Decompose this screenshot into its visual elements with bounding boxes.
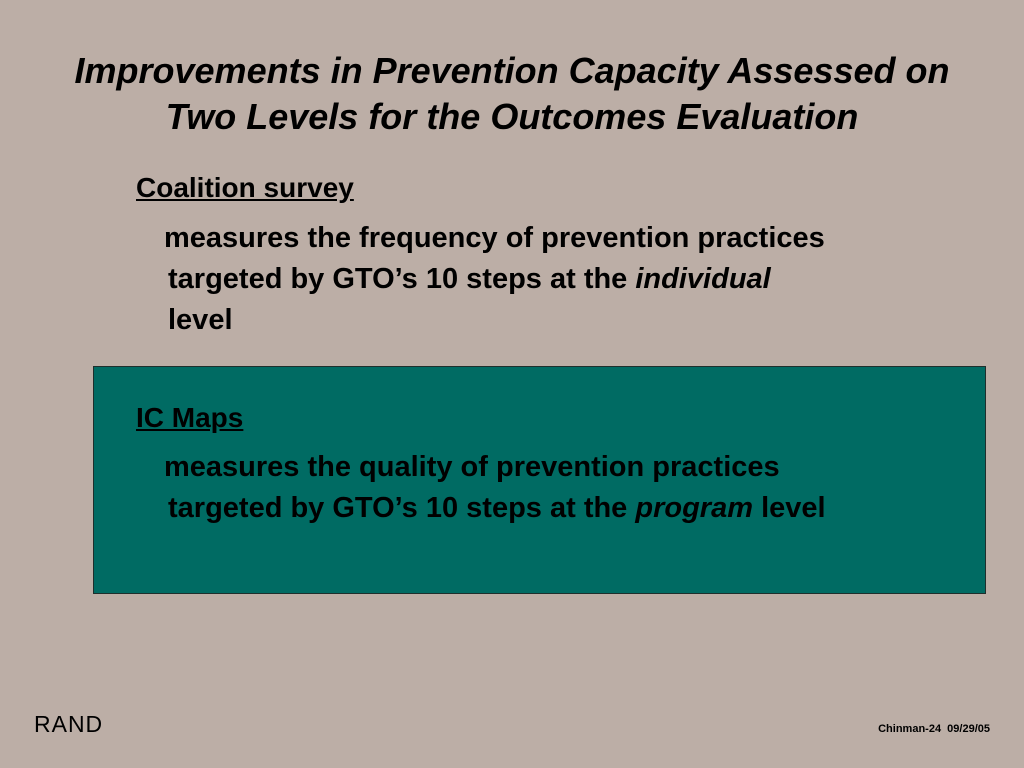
slide-title-line-1: Improvements in Prevention Capacity Assessed on [74, 50, 950, 91]
coalition-survey-description [136, 218, 825, 341]
rand-logo: RAND [34, 711, 104, 737]
ic-maps-line-2-text: targeted by GTO’s 10 steps at the [168, 492, 636, 524]
coalition-line-1: measures the frequency of prevention practices [164, 222, 825, 254]
ic-maps-line-1: measures the quality of prevention practices [164, 451, 780, 483]
coalition-survey-heading: Coalition survey [136, 172, 354, 203]
ic-maps-line-2-suffix: level [753, 492, 826, 524]
coalition-line-2-text: targeted by GTO’s 10 steps at the [168, 263, 636, 295]
coalition-line-2-emphasis: individual [635, 263, 771, 295]
coalition-line-3: level [168, 304, 233, 336]
slide-title-line-2: Two Levels for the Outcomes Evaluation [165, 96, 859, 137]
ic-maps-heading: IC Maps [136, 402, 244, 433]
coalition-line-2 [136, 259, 825, 300]
slide-footer-code: Chinman-24 09/29/05 [878, 723, 990, 735]
slide-title [0, 48, 1024, 140]
ic-maps-line-2-emphasis: program [635, 492, 754, 524]
ic-maps-description [136, 447, 826, 529]
ic-maps-line-2 [136, 488, 826, 529]
